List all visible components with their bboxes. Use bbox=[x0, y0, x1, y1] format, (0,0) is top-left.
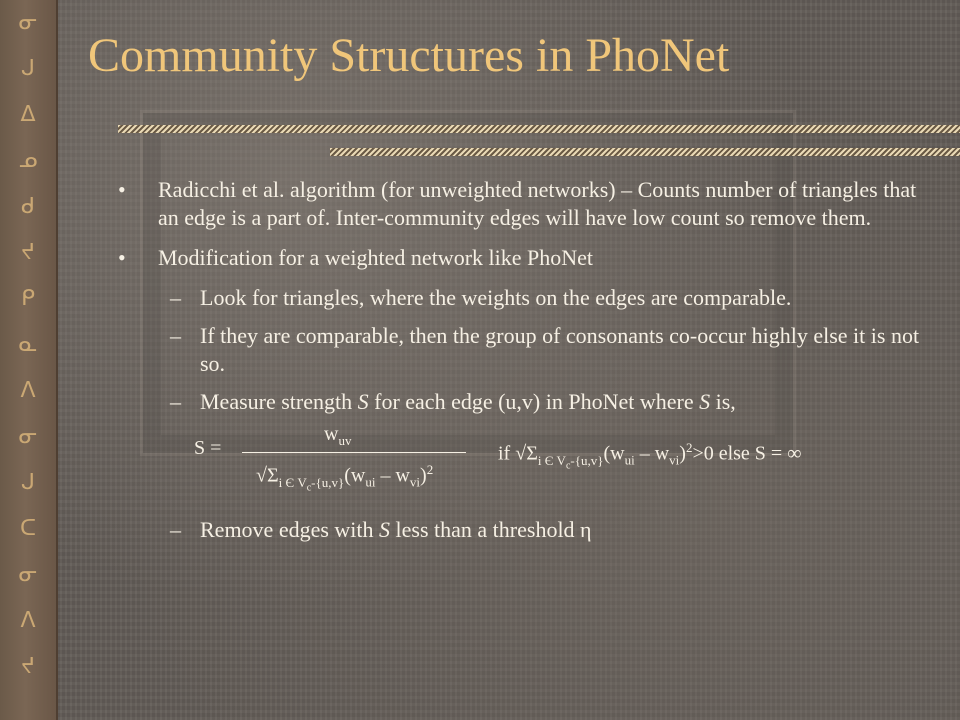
formula-condition bbox=[498, 434, 801, 480]
condition-sub-a: i Є V bbox=[537, 452, 566, 468]
subbullet-item bbox=[110, 284, 940, 312]
strength-formula bbox=[110, 420, 940, 516]
condition-minus: – w bbox=[634, 442, 670, 465]
glyph-icon: ᑕ bbox=[19, 516, 37, 541]
glyph-icon: ᒍ bbox=[21, 470, 35, 495]
condition-close: ) bbox=[679, 442, 686, 465]
bullet-item bbox=[110, 244, 940, 272]
subbullet-item bbox=[110, 388, 940, 416]
subbullet-text: If they are comparable, then the group of consonants co-occur highly else it is not so. bbox=[200, 323, 920, 376]
subbullet-mark: – bbox=[170, 323, 181, 348]
glyph-icon: ᐱ bbox=[20, 378, 36, 403]
bullet-text: Modification for a weighted network like PhoNet bbox=[158, 245, 594, 270]
bullet-item bbox=[110, 176, 940, 232]
denominator-paren: (w bbox=[344, 464, 366, 487]
decorative-glyph-strip bbox=[0, 0, 58, 720]
numerator-w: w bbox=[324, 423, 339, 445]
denominator-w2-sub: vi bbox=[409, 474, 421, 490]
slide-title: Community Structures in PhoNet bbox=[88, 29, 730, 82]
bullet-mark: • bbox=[118, 245, 126, 270]
subbullet-text-part: Measure strength bbox=[200, 389, 358, 414]
denominator-close: ) bbox=[420, 464, 427, 487]
condition-if: if √Σ bbox=[498, 442, 538, 465]
condition-sub bbox=[537, 452, 604, 472]
bullet-mark: • bbox=[118, 177, 126, 202]
title-underline-rule bbox=[118, 125, 960, 133]
subbullet-mark: – bbox=[170, 517, 181, 542]
title-underline-rule-secondary bbox=[330, 148, 960, 156]
condition-w2-sub: vi bbox=[669, 452, 680, 468]
subbullet-text-part: for each edge (u,v) in PhoNet where bbox=[368, 389, 700, 414]
condition-paren: (w bbox=[603, 442, 625, 465]
condition-tail: >0 else S = ∞ bbox=[692, 442, 802, 465]
glyph-icon: ᑯ bbox=[21, 194, 35, 219]
glyph-icon: ᓂ bbox=[18, 424, 38, 449]
bullet-text: Radicchi et al. algorithm (for unweighted networks) – Counts number of triangles that an edge is a part of. Inter-community edges will have low count so remove them. bbox=[158, 177, 917, 230]
formula-numerator bbox=[324, 420, 351, 455]
glyph-icon: ᐱ bbox=[20, 608, 36, 633]
subbullet-text-part: less than a threshold η bbox=[390, 517, 592, 542]
glyph-icon: ᔪ bbox=[21, 240, 35, 265]
glyph-icon: ᓂ bbox=[18, 10, 38, 35]
denominator-sub bbox=[278, 474, 345, 494]
denominator-sub-b: -{u,v} bbox=[311, 474, 345, 490]
subbullet-item bbox=[110, 322, 940, 378]
condition-sup: 2 bbox=[685, 440, 693, 455]
subbullet-text-part: is, bbox=[710, 389, 736, 414]
glyph-icon: ᓂ bbox=[18, 562, 38, 587]
condition-sub-c: c bbox=[565, 460, 571, 472]
subbullet-text-part: Remove edges with bbox=[200, 517, 380, 542]
slide-body bbox=[110, 176, 940, 554]
denominator-sigma: √Σ bbox=[256, 464, 279, 487]
fraction-bar bbox=[242, 452, 466, 453]
denominator-sub-a: i Є V bbox=[278, 474, 307, 490]
glyph-icon: ᓇ bbox=[18, 332, 38, 357]
glyph-icon: ᒍ bbox=[21, 56, 35, 81]
formula-lhs: S = bbox=[194, 437, 222, 459]
variable-s: S bbox=[357, 389, 369, 414]
subbullet-mark: – bbox=[170, 285, 181, 310]
condition-sub-b: -{u,v} bbox=[570, 452, 604, 468]
subbullet-text: Look for triangles, where the weights on the edges are comparable. bbox=[200, 285, 792, 310]
glyph-icon: ᐃ bbox=[20, 102, 36, 127]
glyph-icon: ᓄ bbox=[18, 148, 38, 173]
denominator-minus: – w bbox=[375, 464, 410, 487]
numerator-sub: uv bbox=[338, 433, 352, 448]
glyph-icon: ᔪ bbox=[21, 654, 35, 679]
glyph-icon: ᑭ bbox=[21, 286, 35, 311]
formula-denominator bbox=[256, 456, 433, 502]
variable-s: S bbox=[379, 517, 391, 542]
variable-s: S bbox=[699, 389, 711, 414]
condition-w1-sub: ui bbox=[624, 452, 635, 468]
denominator-sub-c: c bbox=[306, 482, 312, 494]
subbullet-mark: – bbox=[170, 389, 181, 414]
subbullet-item bbox=[110, 516, 940, 544]
denominator-sup: 2 bbox=[426, 462, 434, 477]
denominator-w1-sub: ui bbox=[365, 474, 376, 490]
